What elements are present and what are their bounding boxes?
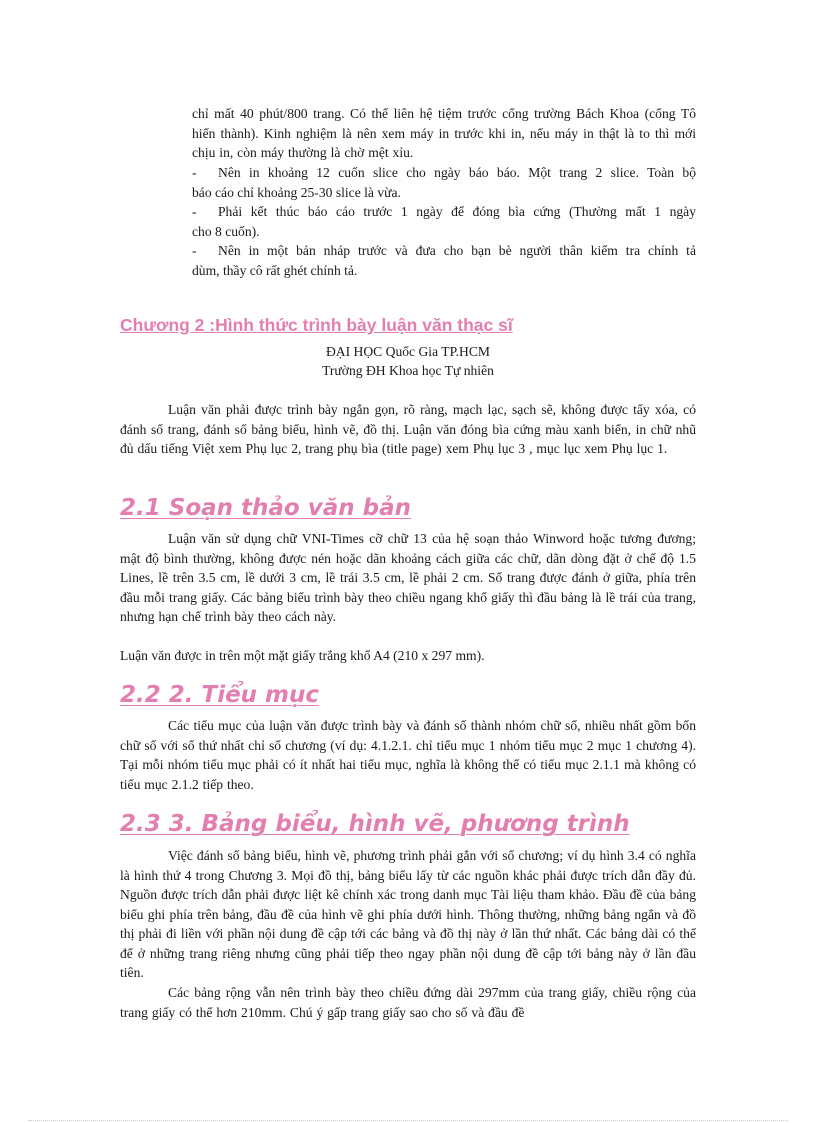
bullet-3-line: Nên in một bản nháp trước và đưa cho bạn bè người thân kiểm tra chính tả bbox=[218, 243, 696, 258]
org-line-1: ĐẠI HỌC Quốc Gia TP.HCM bbox=[325, 344, 490, 359]
bullet-1-line: Nên in khoảng 12 cuốn slice cho ngày báo báo. Một trang 2 slice. Toàn bộ bbox=[218, 165, 696, 180]
chapter-title: Chương 2 :Hình thức trình bày luận văn thạc sĩ bbox=[120, 315, 513, 335]
section-heading-2-2: 2.2 2. Tiểu mục bbox=[120, 682, 320, 708]
bullet-1-continuation: báo cáo chỉ khoảng 25-30 slice là vừa. bbox=[192, 184, 401, 200]
section-heading-2-1: 2.1 Soạn thảo văn bản bbox=[120, 495, 411, 521]
section-2-1-paragraph: Luận văn sử dụng chữ VNI-Times cỡ chữ 13 của hệ soạn thảo Winword hoặc tương đương; mật độ bình thường, không được nén hoặc dãn khoảng cách giữa các chữ, dãn dòng đặt ở chế độ 1.5 Lines, lề trên 3.5 cm, lề dưới 3 cm, lề trái 3.5 cm, lề phải 2 cm. Số trang được đánh ở giữa, phía trên đầu mỗi trang giấy. Các bảng biểu trình bày theo chiều ngang khổ giấy thì đầu bảng là lề trái của trang, nhưng hạn chế trình bày theo cách này. bbox=[120, 531, 696, 624]
bullet-3-continuation: dùm, thầy cô rất ghét chính tả. bbox=[192, 262, 358, 278]
section-heading-2-3: 2.3 3. Bảng biểu, hình vẽ, phương trình bbox=[120, 811, 630, 837]
page-bottom-border bbox=[28, 1120, 788, 1121]
bullet-dash: - bbox=[192, 204, 197, 219]
chapter-intro-paragraph: Luận văn phải được trình bày ngắn gọn, rõ ràng, mạch lạc, sạch sẽ, không được tẩy xóa, có đánh số trang, đánh số bảng biểu, hình vẽ, đồ thị. Luận văn đóng bìa cứng màu xanh biển, in chữ nhũ đủ dấu tiếng Việt xem Phụ lục 2, trang phụ bìa (title page) xem Phụ lục 3 , mục lục xem Phụ lục 1. bbox=[120, 402, 696, 456]
bullet-dash: - bbox=[192, 165, 197, 180]
section-2-1-paper-note: Luận văn được in trên một mặt giấy trắng khổ A4 (210 x 297 mm). bbox=[120, 648, 485, 663]
bullet-2-line: Phải kết thúc báo cáo trước 1 ngày để đóng bìa cứng (Thường mất 1 ngày bbox=[218, 204, 696, 219]
section-2-3-paragraph-2: Các bảng rộng vẫn nên trình bày theo chiều đứng dài 297mm của trang giấy, chiều rộng của trang giấy có thể hơn 210mm. Chú ý gấp trang giấy sao cho số và đầu đề bbox=[120, 985, 696, 1020]
bullet-2-continuation: cho 8 cuốn). bbox=[192, 223, 260, 239]
bullet-dash: - bbox=[192, 243, 197, 258]
section-2-2-paragraph: Các tiểu mục của luận văn được trình bày và đánh số thành nhóm chữ số, nhiều nhất gồm bốn chữ số với số thứ nhất chỉ số chương (ví dụ: 4.1.2.1. chỉ tiểu mục 1 nhóm tiểu mục 2 mục 1 chương 4). Tại mỗi nhóm tiểu mục phải có ít nhất hai tiểu mục, nghĩa là không thể có tiểu mục 2.1.1 mà không có tiểu mục 2.1.2 tiếp theo. bbox=[120, 718, 696, 792]
intro-continuation-paragraph: chỉ mất 40 phút/800 trang. Có thể liên hệ tiệm trước cổng trường Bách Khoa (cổng Tô hiến thành). Kinh nghiệm là nên xem máy in trước khi in, nếu máy in thật là to thì mới chịu in, còn máy thường là chờ mệt xỉu. bbox=[192, 106, 696, 160]
section-2-3-paragraph: Việc đánh số bảng biểu, hình vẽ, phương trình phải gắn với số chương; ví dụ hình 3.4 có nghĩa là hình thứ 4 trong Chương 3. Mọi đồ thị, bảng biểu lấy từ các nguồn khác phải được trích dẫn đầy đủ. Nguồn được trích dẫn phải được liệt kê chính xác trong danh mục Tài liệu tham khảo. Đầu đề của bảng biểu ghi phía trên bảng, đầu đề của hình vẽ ghi phía dưới hình. Thông thường, những bảng ngắn và đồ thị phải đi liền với phần nội dung đề cập tới các bảng và đồ thị này ở lần thứ nhất. Các bảng dài có thể để ở những trang riêng nhưng cũng phải tiếp theo ngay phần nội dung đề cập tới bảng này ở lần đầu tiên. bbox=[120, 848, 696, 980]
org-line-2: Trường ĐH Khoa học Tự nhiên bbox=[322, 363, 494, 378]
